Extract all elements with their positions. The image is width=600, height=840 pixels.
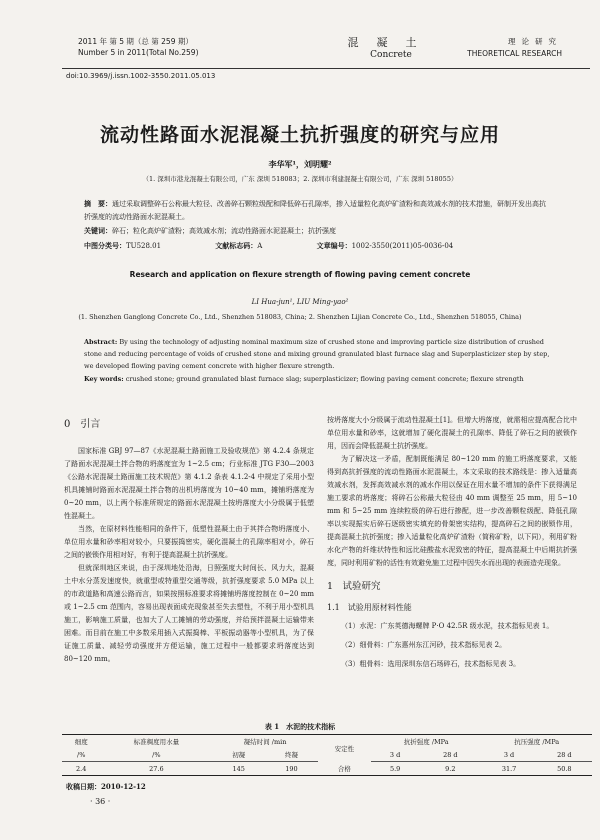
- col-header: 抗压强度 /MPa: [481, 735, 592, 749]
- paragraph: 当然，在原材料性能相同的条件下，低塑性混凝土由于其拌合物坍落度小、单位用水量和砂率相对较小，只要振捣密实，硬化混凝土的孔隙率相对小，碎石之间的嵌锁作用相对好，有利于提高混凝土抗折强度。: [64, 525, 314, 559]
- page-number: · 36 ·: [90, 797, 111, 806]
- affiliation-en: (1. Shenzhen Ganglong Concrete Co., Ltd., Shenzhen 518083, China; 2. Shenzhen Lijian Concrete Co., Ltd., Shenzhen 518055, China): [78, 313, 522, 321]
- section-label-en: THEORETICAL RESEARCH: [467, 49, 562, 58]
- table-row: [62, 762, 592, 776]
- cement-properties-table: [62, 734, 592, 776]
- col-subheader: 28 d: [537, 748, 592, 762]
- section-heading-intro: 0 引言: [64, 419, 101, 430]
- col-header: 细度: [62, 735, 100, 749]
- table-cell: 50.8: [537, 762, 592, 776]
- left-column: [64, 414, 314, 666]
- doc-code: 文献标志码：A: [215, 241, 263, 250]
- paragraph: 国家标准 GBJ 97—87《水泥混凝土路面施工及验收规范》第 4.2.4 条规定了路面水泥混凝土拌合物的坍落度宜为 1~2.5 cm；行业标准 JTG F30—2003《公路水泥混凝土路面施工技术规范》第 4.1.2 条表 4.1.2-4 中规定了采用小型机具摊铺时路面水泥混凝土拌合物的出机坍落度为 10~40 mm，摊铺坍落度为 0~20 mm，以上两个标准所规定的路面水泥混凝土按坍落度大小分级属于低塑性混凝土。: [64, 447, 314, 520]
- table-cell: 31.7: [481, 762, 536, 776]
- running-header: [78, 36, 570, 68]
- section-label-cn: 理论研究: [508, 37, 562, 46]
- paper-title: 流动性路面水泥混凝土抗折强度的研究与应用: [99, 124, 500, 146]
- abstract-en-label: Abstract:: [84, 338, 118, 346]
- subsection-heading-materials: 1.1 试验用原材料性能: [327, 603, 412, 612]
- abstract-en: [84, 336, 554, 372]
- list-item: （1）水泥：广东英德海螺牌 P·O 42.5R 级水泥，技术指标见表 1。: [341, 622, 554, 630]
- col-subheader: 3 d: [481, 748, 536, 762]
- journal-name: [346, 36, 436, 62]
- header-rule: [62, 68, 590, 69]
- section-heading-experiment: 1 试验研究: [327, 581, 381, 592]
- table-cell: 合格: [318, 762, 371, 776]
- issue-en: Number 5 in 2011(Total No.259): [78, 48, 199, 57]
- authors-en: LI Hua-jun¹, LIU Ming-yao²: [251, 298, 349, 306]
- abstract-en-text: By using the technology of adjusting nominal maximum size of crushed stone and improving particle size distribution of crushed stone and reducing percentage of voids of crushed stone and mixing ground granulated blast furnace slag and Superplasticizer step by step, we developed flowing paving cement concrete with higher flexure strength.: [84, 338, 550, 370]
- table-cell: 145: [212, 762, 265, 776]
- paragraph: 但就深圳地区来说，由于深圳地处沿海，日照强度大时间长、风力大，混凝土中水分蒸发速度快，就重型或特重型交通等级，抗折强度要求 5.0 MPa 以上的市政道路和高速公路而言，如果按照标准要求将摊铺坍落度控制在 0~20 mm 或 1~2.5 cm 范围内，容易出现表面成壳现象甚至失去塑性，不利于用小型机具施工，影响施工质量，也加大了人工摊铺的劳动强度，并给预拌混凝土运输带来困难。而目前在施工中多数采用插入式振捣棒、平板振动器等小型机具，为了保证施工质量、减轻劳动强度并方便运输，施工过程中一般都要求坍落度达到 80~120 mm。: [64, 564, 314, 663]
- list-item: （2）细骨料：广东惠州东江河砂，技术指标见表 2。: [341, 641, 507, 649]
- keywords-en: [84, 375, 554, 383]
- abstract-cn: [84, 197, 552, 238]
- table-cell: 2.4: [62, 762, 100, 776]
- paragraph: 为了解决这一矛盾，配制既能满足 80~120 mm 的施工坍落度要求，又能得到高抗折强度的流动性路面水泥混凝土，本文采取的技术路线是：掺入适量高效减水剂，发挥高效减水剂的减水作用以保证在用水量不增加的条件下获得满足施工要求的坍落度；将碎石公称最大粒径由 40 mm 调整至 25 mm，用 5~10 mm 和 5~25 mm 连续粒级的碎石进行掺配，进一步改善颗粒级配、降低孔隙率以实现振实后碎石逐级密实填充的骨架密实结构，提高碎石之间的嵌锁作用，提高混凝土抗折强度；掺入适量粒化高炉矿渣粉（简称矿粉，以下同），利用矿粉水化产物的纤维状特性和远比硅酸盐水泥致密的特征，提高混凝土中后期抗折强度，同时利用矿粉的活性有效避免施工过程中因失水而出现的表面造壳现象。: [327, 455, 577, 567]
- received-date: 收稿日期：2010-12-12: [66, 782, 146, 791]
- col-subheader: /%: [62, 748, 100, 762]
- col-header: 标准稠度用水量: [100, 735, 212, 749]
- keywords-en-label: Key words:: [84, 375, 124, 383]
- classification-line: [84, 241, 554, 251]
- table-cell: 27.6: [100, 762, 212, 776]
- issue-cn: 2011 年 第 5 期（总 第 259 期）: [78, 37, 193, 46]
- keywords-cn-label: 关键词：: [84, 226, 112, 235]
- affiliation: （1. 深圳市港龙混凝土有限公司，广东 深圳 518083；2. 深圳市利建混凝土有限公司，广东 深圳 518055）: [142, 175, 458, 183]
- issue-info: [78, 36, 199, 58]
- col-subheader: 终凝: [265, 748, 318, 762]
- abstract-cn-label: 摘 要：: [84, 199, 112, 208]
- col-subheader: 初凝: [212, 748, 265, 762]
- abstract-cn-text: 通过采取调整碎石公称最大粒径、改善碎石颗粒级配和降低碎石孔隙率，掺入适量粒化高炉矿渣粉和高效减水剂的技术措施，研制开发出高抗折强度的流动性路面水泥混凝土。: [84, 200, 546, 221]
- col-subheader: /%: [100, 748, 212, 762]
- right-column: [327, 414, 577, 677]
- clc-number: 中图分类号：TU528.01: [84, 241, 162, 250]
- table-cell: 190: [265, 762, 318, 776]
- keywords-cn-text: 碎石；粒化高炉矿渣粉；高效减水剂；流动性路面水泥混凝土；抗折强度: [112, 227, 336, 235]
- paper-title-en: Research and application on flexure strength of flowing paving cement concrete: [129, 270, 471, 279]
- col-header: 抗折强度 /MPa: [371, 735, 481, 749]
- col-header: 安定性: [318, 735, 371, 762]
- article-number: 文章编号：1002-3550(2011)05-0036-04: [316, 241, 454, 250]
- section-label: [467, 36, 562, 60]
- journal-name-cn: 混凝土: [347, 36, 435, 49]
- table-cell: 5.9: [371, 762, 419, 776]
- table-caption: 表 1 水泥的技术指标: [264, 722, 336, 731]
- paragraph: 按坍落度大小分级属于流动性混凝土[1]。但增大坍落度，就需相应提高配合比中单位用水量和砂率，这就增加了硬化混凝土的孔隙率、降低了碎石之间的嵌锁作用，因而会降低混凝土抗折强度。: [327, 416, 577, 450]
- table-cell: 9.2: [419, 762, 481, 776]
- col-header: 凝结时间 /min: [212, 735, 318, 749]
- keywords-en-text: crushed stone; ground granulated blast furnace slag; superplasticizer; flowing paving cement concrete; flexure strength: [125, 375, 524, 383]
- col-subheader: 28 d: [419, 748, 481, 762]
- col-subheader: 3 d: [371, 748, 419, 762]
- doi: doi:10.3969/j.issn.1002-3550.2011.05.013: [66, 72, 216, 80]
- list-item: （3）粗骨料：选用深圳东信石场碎石，技术指标见表 3。: [341, 660, 521, 668]
- authors: 李华军¹，刘明耀²: [268, 159, 332, 169]
- materials-list: [327, 620, 577, 671]
- journal-name-en: Concrete: [370, 50, 412, 60]
